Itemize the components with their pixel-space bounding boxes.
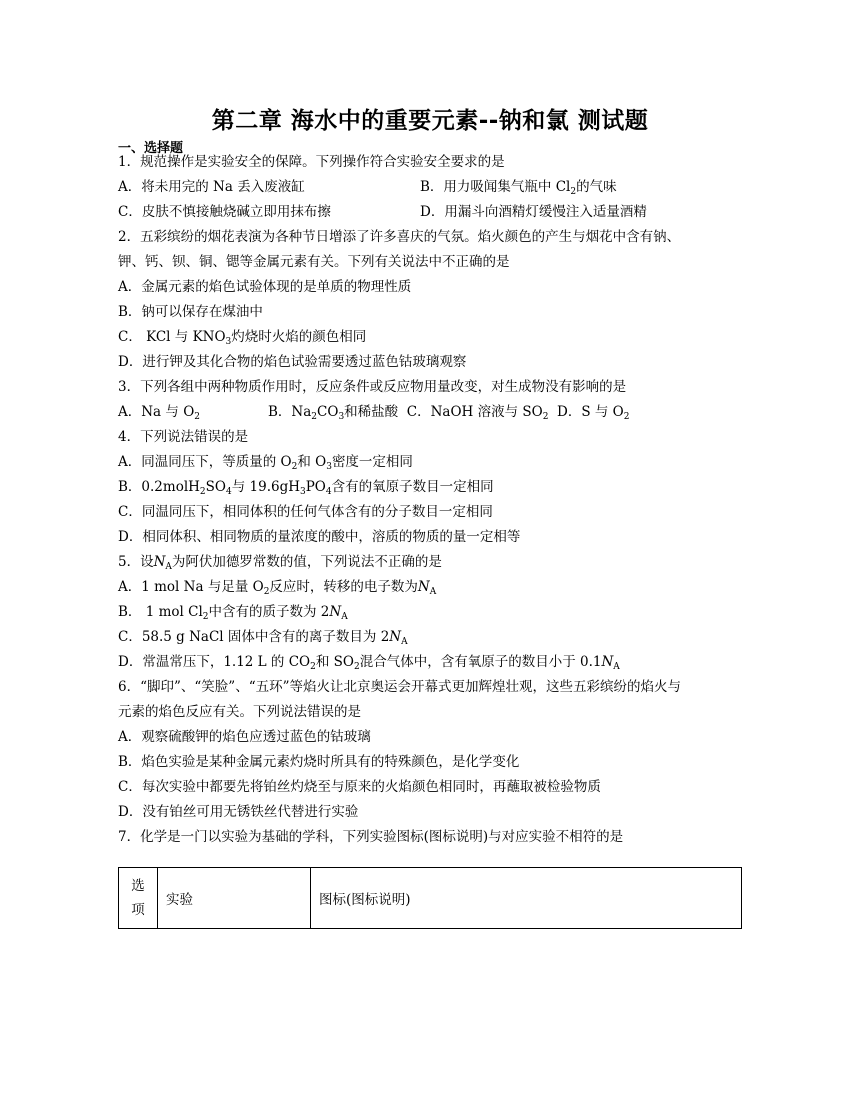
q2-option-d: D．进行钾及其化合物的焰色试验需要透过蓝色钴玻璃观察 bbox=[118, 354, 467, 370]
q6-option-c: C．每次实验中都要先将铂丝灼烧至与原来的火焰颜色相同时，再蘸取被检验物质 bbox=[118, 779, 601, 795]
section-heading: 一、选择题 bbox=[118, 141, 184, 156]
q7-stem: 7．化学是一门以实验为基础的学科，下列实验图标(图标说明)与对应实验不相符的是 bbox=[118, 829, 624, 845]
q2-option-c: C． KCl 与 $KNO_3$灼烧时火焰的颜色相同 bbox=[118, 329, 367, 347]
q1-option-a: A．将未用完的 Na 丢入废液缸 bbox=[118, 179, 305, 195]
question-list bbox=[118, 150, 748, 850]
q2-option-a: A．金属元素的焰色试验体现的是单质的物理性质 bbox=[118, 279, 412, 295]
table-row bbox=[119, 868, 742, 929]
q1-options-cd bbox=[118, 200, 748, 225]
q4-stem: 4．下列说法错误的是 bbox=[118, 429, 249, 445]
q3-option-a: A．Na 与 $O_2$ bbox=[118, 404, 200, 422]
q6-option-b: B．焰色实验是某种金属元素灼烧时所具有的特殊颜色，是化学变化 bbox=[118, 754, 520, 770]
q3-stem: 3．下列各组中两种物质作用时，反应条件或反应物用量改变，对生成物没有影响的是 bbox=[118, 379, 627, 395]
q2-stem-line2: 钾、钙、钡、铜、锶等金属元素有关。下列有关说法中不正确的是 bbox=[118, 254, 510, 270]
q5-option-b: B． 1 mol $Cl_2$中含有的质子数为 $2N_A$ bbox=[118, 604, 348, 622]
table-header-experiment: 实验 bbox=[158, 868, 311, 929]
q1-stem: 1．规范操作是实验安全的保障。下列操作符合实验安全要求的是 bbox=[118, 154, 505, 170]
q3-option-b: B．$Na_2CO_3$和稀盐酸 bbox=[268, 404, 399, 422]
q4-option-d: D．相同体积、相同物质的量浓度的酸中，溶质的物质的量一定相等 bbox=[118, 529, 521, 545]
q4-option-c: C．同温同压下，相同体积的任何气体含有的分子数目一定相同 bbox=[118, 504, 493, 520]
table-header-icon: 图标(图标说明) bbox=[311, 868, 742, 929]
q1-option-c: C．皮肤不慎接触烧碱立即用抹布擦 bbox=[118, 204, 331, 220]
q4-option-b: B．$0.2molH_2SO_4$与 $19.6gH_3PO_4$含有的氧原子数目一定相同 bbox=[118, 479, 494, 497]
q2-option-b: B．钠可以保存在煤油中 bbox=[118, 304, 263, 320]
q4-option-a: A．同温同压下，等质量的 $O_2$和 $O_3$密度一定相同 bbox=[118, 454, 413, 472]
page-title: 第二章 海水中的重要元素--钠和氯 测试题 bbox=[211, 108, 649, 134]
q6-stem-line1: 6．“脚印”、“笑脸”、“五环”等焰火让北京奥运会开幕式更加辉煌壮观，这些五彩缤纷的焰火与 bbox=[118, 679, 681, 695]
q1-option-b: B．用力吸闻集气瓶中 $Cl_2$的气味 bbox=[420, 179, 617, 197]
q7-table bbox=[118, 867, 742, 929]
q6-stem-line2: 元素的焰色反应有关。下列说法错误的是 bbox=[118, 704, 361, 720]
q1-option-d: D．用漏斗向酒精灯缓慢注入适量酒精 bbox=[420, 204, 647, 220]
q1-options-ab bbox=[118, 175, 748, 200]
q6-option-d: D．没有铂丝可用无锈铁丝代替进行实验 bbox=[118, 804, 359, 820]
q3-option-c: C．NaOH 溶液与 $SO_2$ bbox=[406, 404, 549, 422]
q2-stem-line1: 2．五彩缤纷的烟花表演为各种节日增添了许多喜庆的气氛。焰火颜色的产生与烟花中含有钠、 bbox=[118, 229, 681, 245]
q6-option-a: A．观察硫酸钾的焰色应透过蓝色的钴玻璃 bbox=[118, 729, 371, 745]
q3-option-d: D．S 与 $O_2$ bbox=[557, 404, 630, 422]
q5-option-a: A．1 mol Na 与足量 $O_2$反应时，转移的电子数为$N_A$ bbox=[118, 579, 437, 597]
q5-stem: 5．设$N_A$为阿伏加德罗常数的值，下列说法不正确的是 bbox=[118, 554, 442, 572]
q3-options bbox=[118, 400, 748, 425]
table-header-option: 选 项 bbox=[119, 868, 158, 929]
q5-option-c: C．58.5 g NaCl 固体中含有的离子数目为 $2N_A$ bbox=[118, 629, 408, 647]
q5-option-d: D．常温常压下，1.12 L 的 $CO_2$和 $SO_2$混合气体中，含有氧原子的数目小于 $0.1N_A$ bbox=[118, 654, 620, 672]
